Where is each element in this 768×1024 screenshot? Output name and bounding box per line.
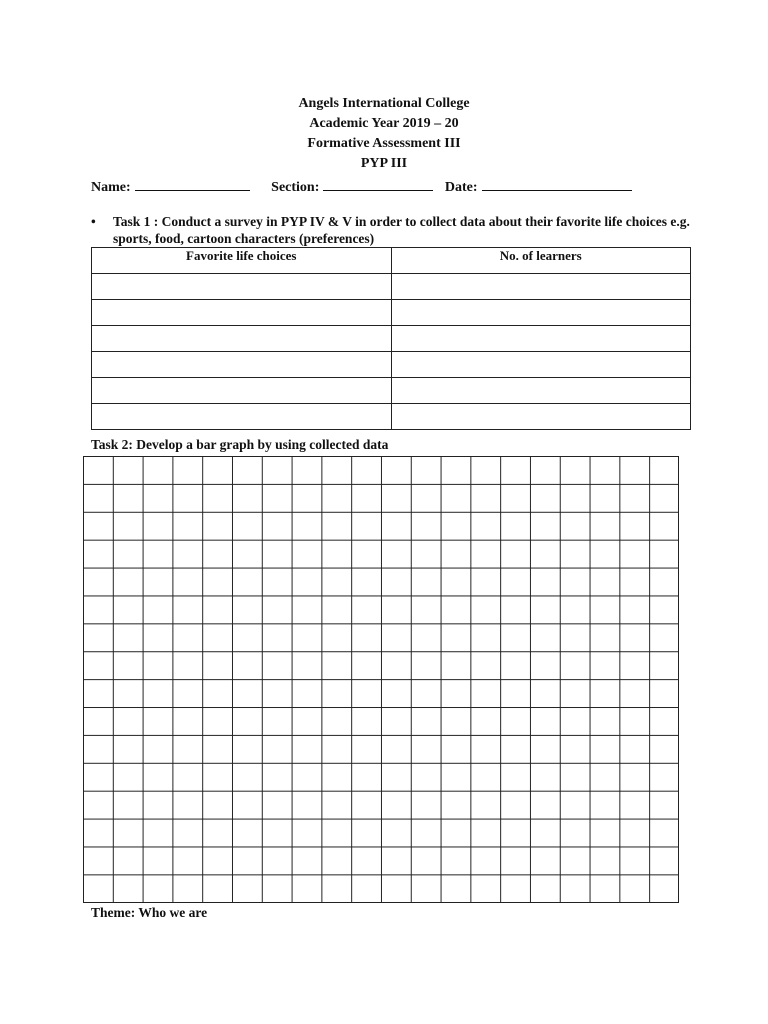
choice-cell[interactable] [92,352,392,378]
choice-cell[interactable] [92,404,392,430]
section-label: Section: [271,180,320,195]
table-row [92,352,691,378]
learners-cell[interactable] [391,352,691,378]
learners-cell[interactable] [391,378,691,404]
name-label: Name: [91,180,131,195]
table-row [92,404,691,430]
learners-cell[interactable] [391,326,691,352]
student-info-row [91,176,691,196]
bullet-icon: • [91,214,96,229]
table-row [92,378,691,404]
task-1-text: Task 1 : Conduct a survey in PYP IV & V in order to collect data about their favorite life choices e.g. sports, food, cartoon characters (preferences) [113,214,690,246]
learners-cell[interactable] [391,300,691,326]
task-2-text: Task 2: Develop a bar graph by using collected data [91,437,389,452]
table-row [92,326,691,352]
document-header [0,94,768,174]
date-label: Date: [444,180,478,195]
learners-cell[interactable] [391,404,691,430]
academic-year: Academic Year 2019 – 20 [309,116,459,131]
theme-text: Theme: Who we are [91,905,208,920]
name-blank-line[interactable] [135,176,250,191]
institution-name: Angels International College [298,96,470,111]
choice-cell[interactable] [92,378,392,404]
choice-cell[interactable] [92,274,392,300]
table-row [92,300,691,326]
name-field [91,176,250,196]
table-row [92,274,691,300]
column-header-learners: No. of learners [391,248,691,274]
survey-table-header-row [92,248,691,274]
choice-cell[interactable] [92,326,392,352]
section-field [271,176,433,196]
choice-cell[interactable] [92,300,392,326]
task-1 [91,213,691,247]
column-header-choices: Favorite life choices [92,248,392,274]
date-blank-line[interactable] [482,176,632,191]
date-field [445,176,632,196]
assessment-title: Formative Assessment III [307,136,461,151]
section-blank-line[interactable] [323,176,433,191]
bar-graph-grid[interactable] [83,456,679,903]
learners-cell[interactable] [391,274,691,300]
survey-table [91,247,691,430]
grade-level: PYP III [360,156,408,171]
